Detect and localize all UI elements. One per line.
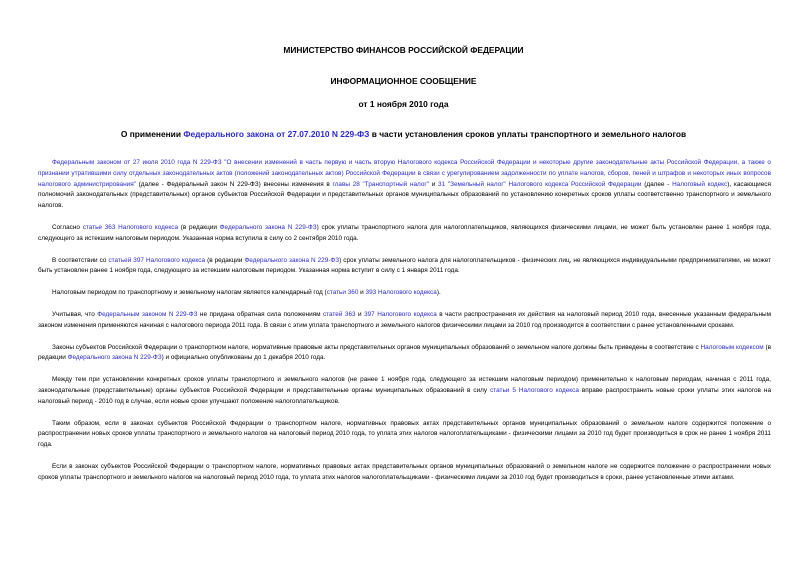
paragraph-1: [38, 158, 771, 212]
p3-text: В соответствии со: [52, 256, 109, 264]
article-393-link[interactable]: 393 Налогового кодекса: [365, 289, 437, 297]
p1-text: (далее -: [641, 180, 673, 188]
document-title: [0, 129, 807, 139]
p7-text: вправе распространить новые сроки уплаты этих налогов на налоговый период - 2010 год в случае, если новые сроки улучшают положение налогоплательщиков.: [38, 386, 771, 405]
p1-text: ), касающиеся полномочий законодательных (представительных) органов субъектов Российской Федерации и представительных органов муниципальных образований по установлению конкретных сроков уплаты соответственно транспортного и земельного налогов.: [38, 180, 771, 210]
article-397-link[interactable]: статьей 397 Налогового кодекса: [108, 256, 206, 264]
document-type-heading: ИНФОРМАЦИОННОЕ СООБЩЕНИЕ: [330, 76, 477, 86]
p1-text: и: [429, 180, 439, 188]
p1-text: (далее - Федеральный закон N 229-ФЗ) внесены изменения в: [135, 180, 333, 188]
law-229-link[interactable]: Федерального закона N 229-ФЗ: [244, 256, 340, 264]
p3-text: (в редакции: [205, 256, 245, 264]
law-229-link[interactable]: Федерального закона N 229-ФЗ: [219, 223, 317, 231]
p4-text: ).: [436, 289, 441, 297]
article-397-link[interactable]: 397 Налогового кодекса: [364, 310, 437, 318]
p7-text: Между тем при установлении конкретных сроков уплаты транспортного и земельного налогов (не ранее 1 ноября года, следующего за истекшим налоговым периодом) применительно к налоговым периодам, начиная с 2011 года, законодательные (представительные) органы субъектов Российской Федерации и представительные органы муниципальных образований в силу: [38, 376, 771, 394]
law-229-link[interactable]: Федерального закона N 229-ФЗ: [67, 354, 162, 362]
p6-text: ) и официально опубликованы до 1 декабря 2010 года.: [161, 354, 326, 362]
paragraph-8: Таким образом, если в законах субъектов Российской Федерации о транспортном налоге, нормативных правовых актах представительных органов муниципальных образований о земельном налоге содержится положение о распространении новых сроков уплаты транспортного и земельного налогов на налоговый период 2010 года, то уплата этих налогов налогоплательщиками - физическими лицами за 2010 год будет производиться в срок не ранее 1 ноября 2011 года.: [38, 419, 771, 449]
paragraph-4: [38, 288, 771, 299]
chapter-28-link[interactable]: главы 28 "Транспортный налог": [332, 180, 429, 188]
ministry-heading: МИНИСТЕРСТВО ФИНАНСОВ РОССИЙСКОЙ ФЕДЕРАЦИИ: [283, 45, 524, 55]
p2-text: ) срок уплаты транспортного налога для налогоплательщиков, являющихся физическими лицами, не может быть установлен ранее 1 ноября года, следующего за истекшим налоговым периодом. Указанная норма вступила в силу со 2 сентября 2010 года.: [38, 223, 771, 242]
article-363-link[interactable]: статье 363 Налогового кодекса: [82, 223, 178, 231]
paragraph-2: [38, 223, 771, 245]
p3-text: ) срок уплаты земельного налога для налогоплательщиков - физических лиц, не являющихся индивидуальными предпринимателями, не может быть установлен ранее 1 ноября года, следующего за истекшим налоговым периодом. Указанная норма вступит в силу с 1 января 2011 года.: [38, 256, 772, 275]
paragraph-3: [38, 256, 771, 278]
p5-text: не придана обратная сила положениям: [197, 310, 323, 318]
document-date: от 1 ноября 2010 года: [358, 99, 449, 109]
p4-text: Налоговым периодом по транспортному и земельному налогам является календарный год (: [52, 289, 327, 297]
p2-text: (в редакции: [178, 223, 220, 231]
p5-text: в части распространения их действия на налоговый период 2010 года, внесенные указанным федеральным законом изменения применяются начиная с налогового периода 2011 года. В связи с этим уплата транспортного и земельного налогов физическими лицами за 2010 год производится в соответствии с ранее установленными сроками.: [38, 310, 771, 329]
p4-text: и: [358, 289, 366, 297]
law-229-full-link[interactable]: Федеральным законом от 27 июля 2010 года N 229-ФЗ "О внесении изменений в часть первую и часть вторую Налогового кодекса Российской Федерации и некоторые другие законодательные акты Российской Федерации, а также о признании утратившими силу отдельных законодательных актов (положений законодательных актов) Российской Федерации в связи с урегулированием задолженности по уплате налогов, сборов, пеней и штрафов и некоторых иных вопросов налогового администрирования": [38, 159, 771, 188]
paragraph-9: Если в законах субъектов Российской Федерации о транспортном налоге, нормативных правовых актах представительных органов муниципальных образований о земельном налоге не содержится положение о распространении новых сроков уплаты транспортного и земельного налогов на налоговый период 2010 года, то уплата этих налогов налогоплательщиками - физическими лицами за 2010 год будет производиться в сроки, ранее установленные этими актами.: [38, 462, 771, 481]
article-5-link[interactable]: статьи 5 Налогового кодекса: [490, 386, 579, 394]
tax-code-link[interactable]: Налоговый кодекс: [672, 180, 728, 188]
document-body: [38, 158, 771, 484]
p2-text: Согласно: [52, 223, 83, 231]
paragraph-7: [38, 375, 771, 407]
title-text-after: в части установления сроков уплаты транспортного и земельного налогов: [369, 129, 687, 139]
tax-code-link[interactable]: Налоговым кодексом: [700, 343, 764, 351]
p6-text: Законы субъектов Российской Федерации о транспортном налоге, нормативные правовые акты представительных органов муниципальных образований о земельном налоге должны быть приведены в соответствие с: [52, 343, 701, 351]
paragraph-5: [38, 310, 771, 332]
article-363-link[interactable]: статей 363: [322, 310, 356, 318]
p5-text: и: [355, 310, 365, 318]
chapter-31-link[interactable]: 31 "Земельный налог" Налогового кодекса Российской Федерации: [438, 180, 642, 188]
title-text-before: О применении: [120, 129, 184, 139]
paragraph-6: [38, 343, 771, 365]
law-229-link[interactable]: Федеральным законом N 229-ФЗ: [97, 310, 198, 318]
title-law-link[interactable]: Федерального закона от 27.07.2010 N 229-ФЗ: [183, 129, 370, 139]
p6-text: (в редакции: [38, 343, 771, 362]
p5-text: Учитывая, что: [52, 310, 98, 318]
article-360-link[interactable]: статьи 360: [326, 289, 359, 297]
